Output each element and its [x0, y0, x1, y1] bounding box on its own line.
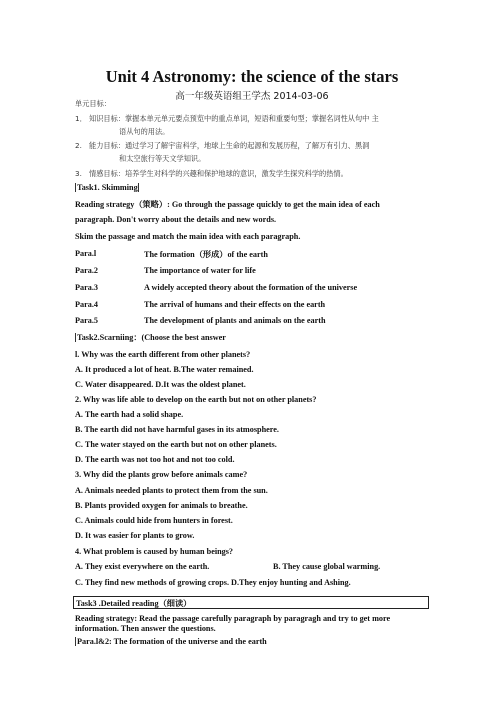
objective-1-text: 知识目标：掌握本单元单元要点预览中的重点单词，短语和重要句型；掌握名词性从句中 主	[89, 114, 379, 123]
task1-heading-mark	[138, 183, 140, 192]
question-4-options-cd: C. They find new methods of growing crops. D.They enjoy hunting and Ashing.	[75, 578, 351, 587]
objective-1-line-1	[75, 114, 379, 124]
para-4-idea: The arrival of humans and their effects on the earth	[144, 300, 326, 309]
para-1-idea: The formation（形成）of the earth	[144, 250, 268, 259]
task3-heading: Task3 .Detailed reading（细读）	[76, 599, 192, 608]
task3-subheading-text: Para.l&2: The formation of the universe and the earth	[77, 637, 267, 646]
page-title: Unit 4 Astronomy: the science of the stars	[105, 67, 399, 86]
question-4-option-b: B. They cause global warming.	[273, 562, 381, 571]
question-2-option-c: C. The water stayed on the earth but not on other planets.	[75, 440, 277, 449]
question-3-option-c: C. Animals could hide from hunters in forest.	[75, 516, 233, 525]
question-2: 2. Why was life able to develop on the earth but not on other planets?	[75, 395, 317, 404]
objectives-heading: 单元目标：	[75, 99, 111, 108]
objective-2-number: 2.	[75, 141, 82, 150]
task2-heading	[75, 333, 226, 343]
objective-3-text: 情感目标：培养学生对科学的兴趣和保护地球的意识，激发学生探究科学的热情。	[89, 169, 348, 178]
question-1: l. Why was the earth different from other planets?	[75, 350, 251, 359]
question-3: 3. Why did the plants grow before animals came?	[75, 470, 248, 479]
task1-instruction: Skim the passage and match the main idea with each paragraph.	[75, 232, 301, 241]
objective-3-number: 3.	[75, 169, 82, 178]
task1-strategy-line-2: paragraph. Don't worry about the details and new words.	[75, 215, 277, 224]
para-5-label: Para.5	[75, 316, 98, 325]
task3-strategy-line-1: Reading strategy: Read the passage carefully paragraph by paragragh and try to get more	[75, 614, 391, 623]
para-3-idea: A widely accepted theory about the formation of the universe	[144, 283, 358, 292]
para-1-label: Para.l	[75, 249, 97, 258]
task1-heading-text: Task1. Skimming	[77, 183, 138, 192]
question-3-option-d: D. It was easier for plants to grow.	[75, 531, 195, 540]
task3-subheading	[75, 637, 267, 647]
objective-3-line	[75, 169, 348, 179]
question-2-option-b: B. The earth did not have harmful gases in its atmosphere.	[75, 425, 279, 434]
task1-heading	[75, 183, 140, 193]
question-3-option-b: B. Plants provided oxygen for animals to breathe.	[75, 501, 248, 510]
task3-strategy-line-2: information. Then answer the questions.	[75, 624, 216, 633]
question-2-option-a: A. The earth had a solid shape.	[75, 410, 184, 419]
objective-2-line-2: 和太空旅行等天文学知识。	[119, 154, 206, 163]
question-2-option-d: D. The earth was not too hot and not too cold.	[75, 455, 235, 464]
objective-2-line-1	[75, 141, 369, 151]
question-1-options-cd: C. Water disappeared. D.It was the oldest planet.	[75, 380, 246, 389]
para-4-label: Para.4	[75, 300, 98, 309]
task3-heading-box	[73, 596, 429, 609]
para-3-label: Para.3	[75, 283, 98, 292]
objective-1-number: 1．	[75, 114, 87, 123]
objective-1-line-2: 语从句的用法。	[119, 127, 170, 136]
task1-strategy-line-1: Reading strategy（策略）: Go through the passage quickly to get the main idea of each	[75, 200, 380, 209]
question-4-option-a: A. They exist everywhere on the earth.	[75, 562, 210, 571]
para-5-idea: The development of plants and animals on the earth	[144, 316, 326, 325]
page-subtitle: 高一年级英语组王学杰 2014-03-06	[175, 91, 329, 102]
question-3-option-a: A. Animals needed plants to protect them from the sun.	[75, 486, 268, 495]
para-2-idea: The importance of water for life	[144, 266, 256, 275]
para-2-label: Para.2	[75, 266, 98, 275]
objective-2-text: 能力目标：通过学习了解宇宙科学，地球上生命的起源和发展历程，了解万有引力、黑洞	[89, 141, 370, 150]
task2-heading-text: Task2.Scarniing：(Choose the best answer	[77, 333, 226, 342]
question-4: 4. What problem is caused by human beings?	[75, 547, 234, 556]
question-1-options-ab: A. It produced a lot of heat. B.The water remained.	[75, 365, 254, 374]
